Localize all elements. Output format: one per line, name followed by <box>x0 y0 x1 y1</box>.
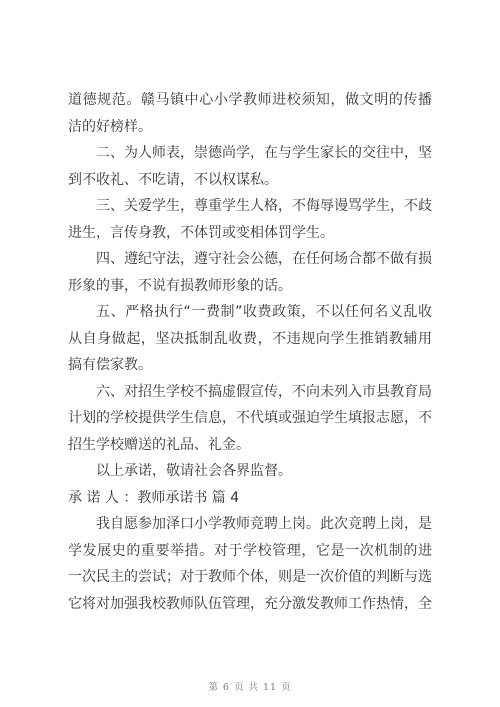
text-line: 一次民主的尝试；对于教师个体，则是一次价值的判断与选 <box>68 569 432 585</box>
text-line: 我自愿参加泽口小学教师竞聘上岗。此次竞聘上岗，是 <box>96 516 432 532</box>
text-line: 道德规范。赣马镇中心小学教师进校须知，做文明的传播 <box>68 92 432 108</box>
text-line: 六、对招生学校不搞虚假宣传，不向未列入市县教育局 <box>96 383 432 400</box>
text-line: 三、关爱学生，尊重学生人格，不侮辱谩骂学生，不歧 <box>96 198 432 214</box>
text-line: 到不收礼、不吃请，不以权谋私。 <box>68 171 278 188</box>
text-line: 以上承诺，敬请社会各界监督。 <box>96 463 292 479</box>
text-line: 搞有偿家教。 <box>68 357 152 373</box>
text-line: 洁的好榜样。 <box>68 118 152 135</box>
text-line: 从自身做起，坚决抵制乱收费，不违规向学生推销教辅用 <box>68 330 432 347</box>
text-line: 它将对加强我校教师队伍管理，充分激发教师工作热情，全 <box>68 595 432 612</box>
text-line: 学发展史的重要举措。对于学校管理，它是一次机制的进 <box>68 542 432 559</box>
text-line: 四、遵纪守法，遵守社会公德，在任何场合都不做有损 <box>96 251 432 267</box>
text-line: 形象的事，不说有损教师形象的话。 <box>68 277 292 294</box>
text-line: 进生，言传身教，不体罚或变相体罚学生。 <box>68 224 334 241</box>
text-line: 五、严格执行“一费制”收费政策，不以任何名义乱收 <box>96 304 432 320</box>
document-body <box>68 87 432 617</box>
page-number: 第 6 页 共 11 页 <box>208 682 292 693</box>
text-line: 招生学校赠送的礼品、礼金。 <box>68 436 250 453</box>
section-heading: 承 诺 人 ：教师承诺书 篇 4 <box>68 489 240 506</box>
text-line: 二、为人师表，崇德尚学，在与学生家长的交往中，坚 <box>96 145 432 161</box>
text-line: 计划的学校提供学生信息，不代填或强迫学生填报志愿，不 <box>68 410 432 426</box>
